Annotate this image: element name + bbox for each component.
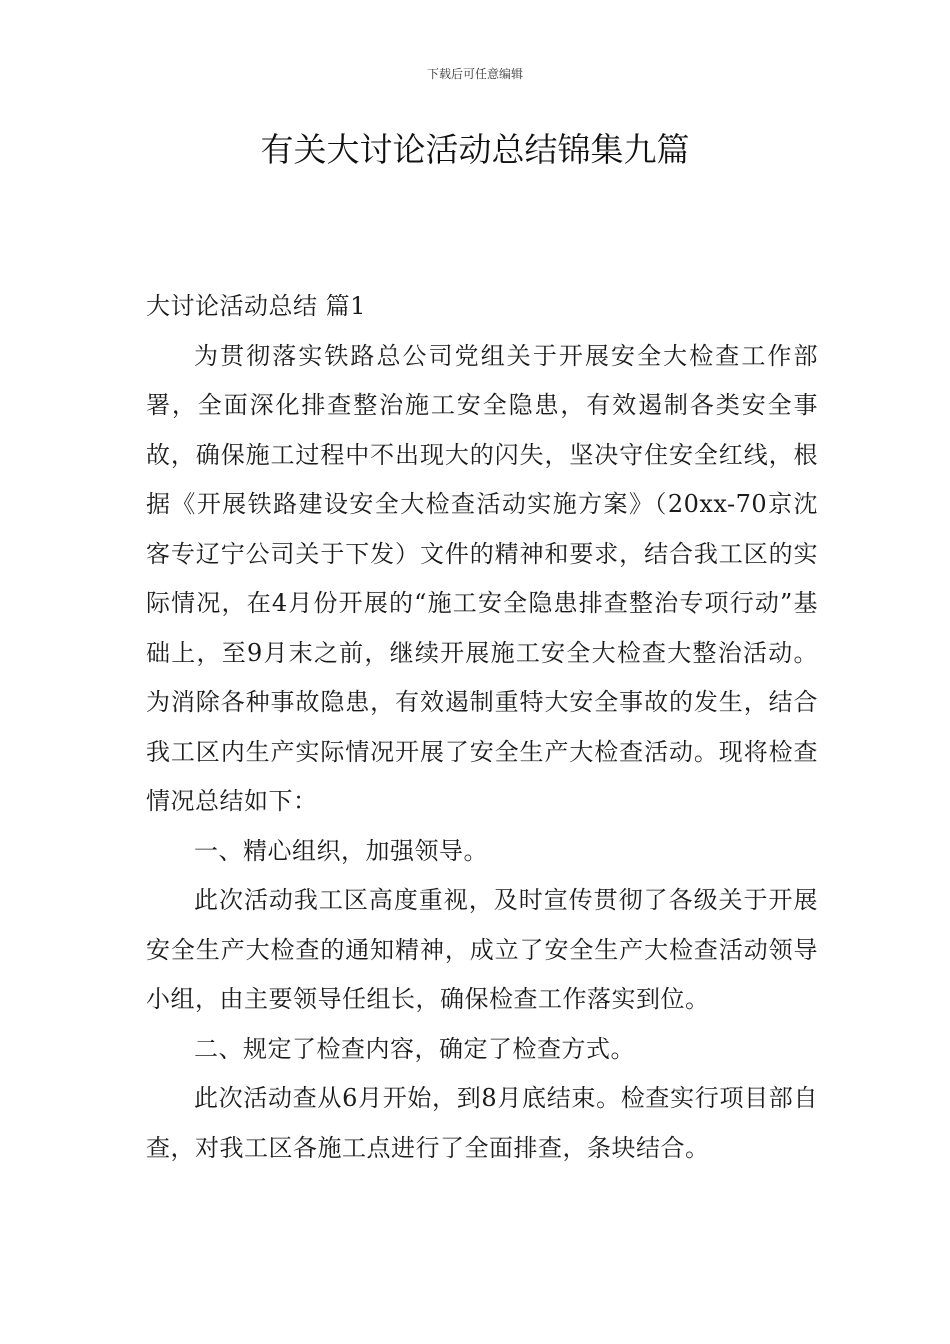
body-paragraph: 为贯彻落实铁路总公司党组关于开展安全大检查工作部署，全面深化排查整治施工安全隐患，有效遏制各类安全事故，确保施工过程中不出现大的闪失，坚决守住安全红线，根据《开展铁路建设安全大检查活动实施方案》（20xx-70京沈客专辽宁公司关于下发）文件的精神和要求，结合我工区的实际情况，在4月份开展的“施工安全隐患排查整治专项行动”基础上，至9月末之前，继续开展施工安全大检查大整治活动。为消除各种事故隐患，有效遏制重特大安全事故的发生，结合我工区内生产实际情况开展了安全生产大检查活动。现将检查情况总结如下： xyxy=(146,341,818,815)
subheading-paragraph: 一、精心组织，加强领导。 xyxy=(194,836,488,865)
body-paragraph: 此次活动查从6月开始，到8月底结束。检查实行项目部自查，对我工区各施工点进行了全面排查，条块结合。 xyxy=(146,1084,818,1162)
header-note: 下载后可任意编辑 xyxy=(426,67,523,81)
body-paragraph: 此次活动我工区高度重视，及时宣传贯彻了各级关于开展安全生产大检查的通知精神，成立了安全生产大检查活动领导小组，由主要领导任组长，确保检查工作落实到位。 xyxy=(146,886,818,1013)
document-title: 有关大讨论活动总结锦集九篇 xyxy=(260,130,690,169)
subheading-paragraph: 二、规定了检查内容，确定了检查方式。 xyxy=(194,1034,635,1063)
section-heading: 大讨论活动总结 篇1 xyxy=(146,292,366,320)
document-body xyxy=(146,282,818,1173)
